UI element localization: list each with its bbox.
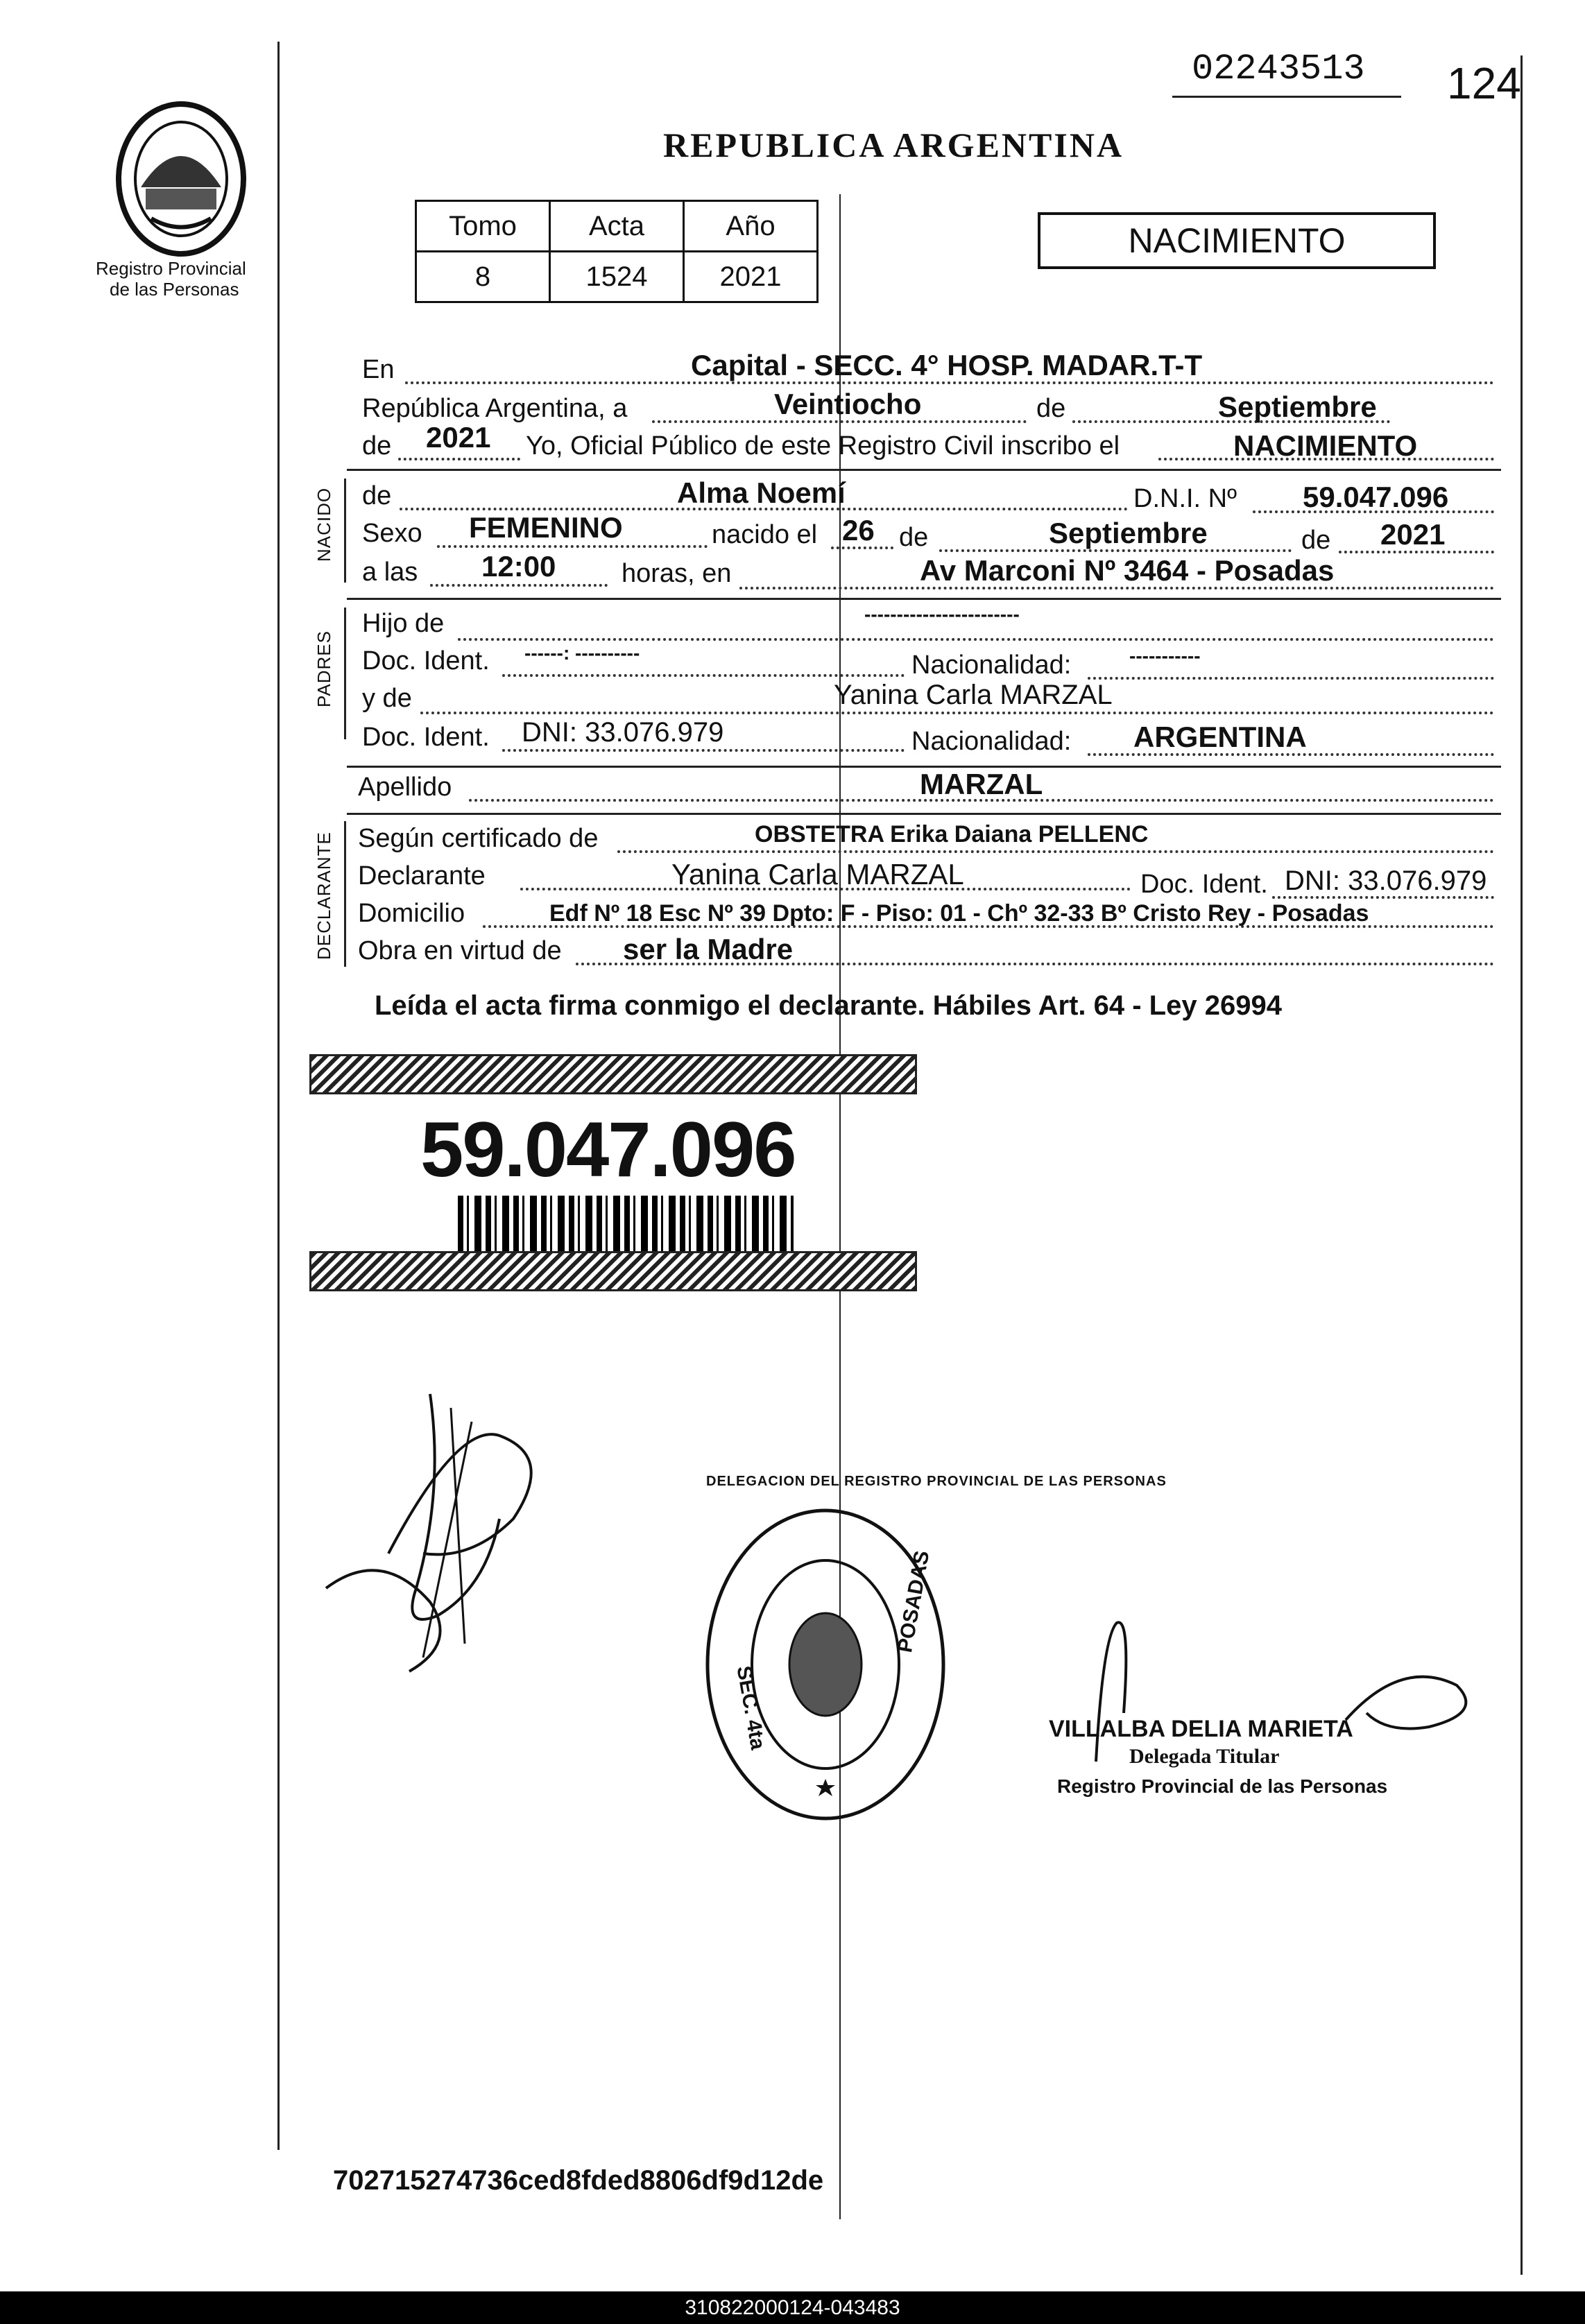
logo-caption-line1: Registro Provincial bbox=[96, 258, 246, 279]
label-obra: Obra en virtud de bbox=[358, 936, 562, 965]
label-segun: Según certificado de bbox=[358, 824, 599, 853]
leida-statement: Leída el acta firma conmigo el declarante. Hábiles Art. 64 - Ley 26994 bbox=[375, 990, 1282, 1021]
label-declarante: Declarante bbox=[358, 861, 486, 890]
document-hash: 702715274736ced8fded8806df9d12de bbox=[333, 2165, 824, 2196]
value-madre: Yanina Carla MARZAL bbox=[834, 680, 1113, 710]
delegate-role: Delegada Titular bbox=[1129, 1745, 1280, 1768]
side-label-padres: PADRES bbox=[314, 630, 334, 707]
anio-value: 2021 bbox=[684, 252, 818, 302]
serial-underline bbox=[1172, 96, 1401, 98]
value-certificado: OBSTETRA Erika Daiana PELLENC bbox=[755, 821, 1149, 847]
value-hora: 12:00 bbox=[481, 550, 556, 583]
label-apellido: Apellido bbox=[358, 773, 452, 802]
value-dni: 59.047.096 bbox=[1303, 481, 1449, 513]
value-doc3: DNI: 33.076.979 bbox=[1285, 866, 1487, 896]
anio-header: Año bbox=[684, 201, 818, 252]
label-republica: República Argentina, a bbox=[362, 394, 628, 423]
delegate-name: VILLALBA DELIA MARIETA bbox=[1049, 1716, 1353, 1742]
dots-lugar-nac bbox=[739, 587, 1494, 589]
label-sexo: Sexo bbox=[362, 519, 422, 548]
footer-strip bbox=[0, 2291, 1585, 2324]
dots-doc2 bbox=[502, 749, 905, 752]
seal-ring-text: DELEGACION DEL REGISTRO PROVINCIAL DE LAS PERSONAS bbox=[706, 1474, 1167, 1489]
label-domicilio: Domicilio bbox=[358, 899, 465, 928]
misiones-coat-of-arms-icon bbox=[110, 97, 252, 261]
page-number: 124 bbox=[1447, 58, 1521, 108]
acta-header: Acta bbox=[550, 201, 684, 252]
dots-republica bbox=[652, 420, 1027, 423]
dots-doc3 bbox=[1272, 896, 1494, 899]
tomo-acta-anio-table bbox=[415, 200, 819, 303]
value-doc2: DNI: 33.076.979 bbox=[522, 717, 724, 748]
label-en: En bbox=[362, 355, 395, 384]
declarante-bracket bbox=[344, 821, 346, 967]
label-doc-ident2: Doc. Ident. bbox=[362, 723, 490, 752]
label-nacionalidad1: Nacionalidad: bbox=[911, 651, 1072, 680]
label-nacido-el: nacido el bbox=[712, 520, 818, 549]
label-de-anio: de bbox=[362, 431, 392, 461]
value-lugar: Capital - SECC. 4° HOSP. MADAR.T-T bbox=[691, 349, 1203, 381]
dots-hijo-de bbox=[458, 638, 1494, 641]
serial-number: 02243513 bbox=[1192, 49, 1365, 89]
label-y-de: y de bbox=[362, 684, 412, 713]
nacido-bracket bbox=[344, 479, 346, 583]
dots-doc1 bbox=[502, 674, 905, 677]
country-title: REPUBLICA ARGENTINA bbox=[663, 126, 1124, 164]
label-horas-en: horas, en bbox=[622, 559, 732, 588]
dots-anio-nac bbox=[1339, 551, 1494, 553]
side-label-declarante: DECLARANTE bbox=[314, 832, 334, 960]
value-doc1: ------: ---------- bbox=[524, 642, 640, 664]
side-label-nacido: NACIDO bbox=[314, 487, 334, 562]
value-lugar-nac: Av Marconi Nº 3464 - Posadas bbox=[920, 554, 1335, 587]
dots-madre bbox=[420, 712, 1494, 714]
value-nac2: ARGENTINA bbox=[1133, 721, 1307, 753]
dots-nac2 bbox=[1088, 753, 1494, 756]
seal-inner-right: POSADAS bbox=[893, 1549, 934, 1655]
dots-mes-nac bbox=[939, 549, 1292, 552]
label-inscribo: Yo, Oficial Público de este Registro Civil inscribo el bbox=[526, 431, 1120, 461]
divider-4 bbox=[347, 813, 1501, 815]
left-margin-line bbox=[277, 42, 280, 2150]
divider-2 bbox=[347, 598, 1501, 600]
value-obra: ser la Madre bbox=[623, 933, 794, 965]
dots-anio bbox=[398, 458, 520, 461]
right-margin-line bbox=[1520, 55, 1523, 2275]
tomo-value: 8 bbox=[416, 252, 550, 302]
value-nacido-mes: Septiembre bbox=[1049, 517, 1208, 549]
dots-hora bbox=[430, 584, 608, 587]
label-de-mes: de bbox=[1036, 394, 1066, 423]
acta-value: 1524 bbox=[550, 252, 684, 302]
label-nacionalidad2: Nacionalidad: bbox=[911, 727, 1072, 756]
label-a-las: a las bbox=[362, 558, 418, 587]
value-anio: 2021 bbox=[426, 421, 491, 454]
label-de-nombre: de bbox=[362, 481, 392, 510]
tomo-header: Tomo bbox=[416, 201, 550, 252]
value-nombre: Alma Noemí bbox=[677, 476, 846, 509]
label-de3: de bbox=[1301, 526, 1331, 555]
record-type-box bbox=[1038, 212, 1436, 269]
value-mes: Septiembre bbox=[1218, 390, 1377, 423]
footer-strip-code: 310822000124-043483 bbox=[685, 2296, 900, 2319]
value-domicilio: Edf Nº 18 Esc Nº 39 Dpto: F - Piso: 01 - Chº 32-33 Bº Cristo Rey - Posadas bbox=[549, 900, 1369, 927]
delegate-office: Registro Provincial de las Personas bbox=[1057, 1775, 1388, 1797]
dots-dia-nac bbox=[831, 546, 893, 549]
value-hijo-de: ------------------------ bbox=[864, 603, 1020, 625]
value-sexo: FEMENINO bbox=[469, 511, 623, 544]
barcode-number: 59.047.096 bbox=[420, 1106, 796, 1193]
label-doc-ident1: Doc. Ident. bbox=[362, 646, 490, 675]
logo-caption-line2: de las Personas bbox=[110, 279, 239, 300]
value-nacido-dia: 26 bbox=[842, 514, 875, 546]
label-dni: D.N.I. Nº bbox=[1133, 484, 1237, 513]
value-dia: Veintiocho bbox=[774, 388, 922, 420]
label-hijo-de: Hijo de bbox=[362, 609, 445, 638]
label-de2: de bbox=[899, 523, 929, 552]
security-stripe-bottom bbox=[309, 1251, 917, 1291]
value-nacido-anio: 2021 bbox=[1380, 518, 1446, 551]
seal-inner-left: SEC. 4ta bbox=[732, 1664, 770, 1752]
value-apellido: MARZAL bbox=[920, 768, 1043, 800]
security-stripe-top bbox=[309, 1054, 917, 1094]
value-acto: NACIMIENTO bbox=[1233, 429, 1418, 462]
label-doc-ident3: Doc. Ident. bbox=[1140, 870, 1268, 899]
value-declarante: Yanina Carla MARZAL bbox=[671, 858, 964, 890]
official-signature-icon bbox=[319, 1380, 638, 1685]
dots-certificado bbox=[617, 850, 1494, 853]
dots-sexo bbox=[437, 545, 708, 548]
padres-bracket bbox=[344, 608, 346, 739]
dots-en bbox=[405, 381, 1494, 384]
value-nac1: ----------- bbox=[1129, 645, 1201, 666]
record-type-label: NACIMIENTO bbox=[1128, 221, 1346, 260]
divider-1 bbox=[347, 469, 1501, 471]
dots-nac1 bbox=[1088, 677, 1494, 680]
